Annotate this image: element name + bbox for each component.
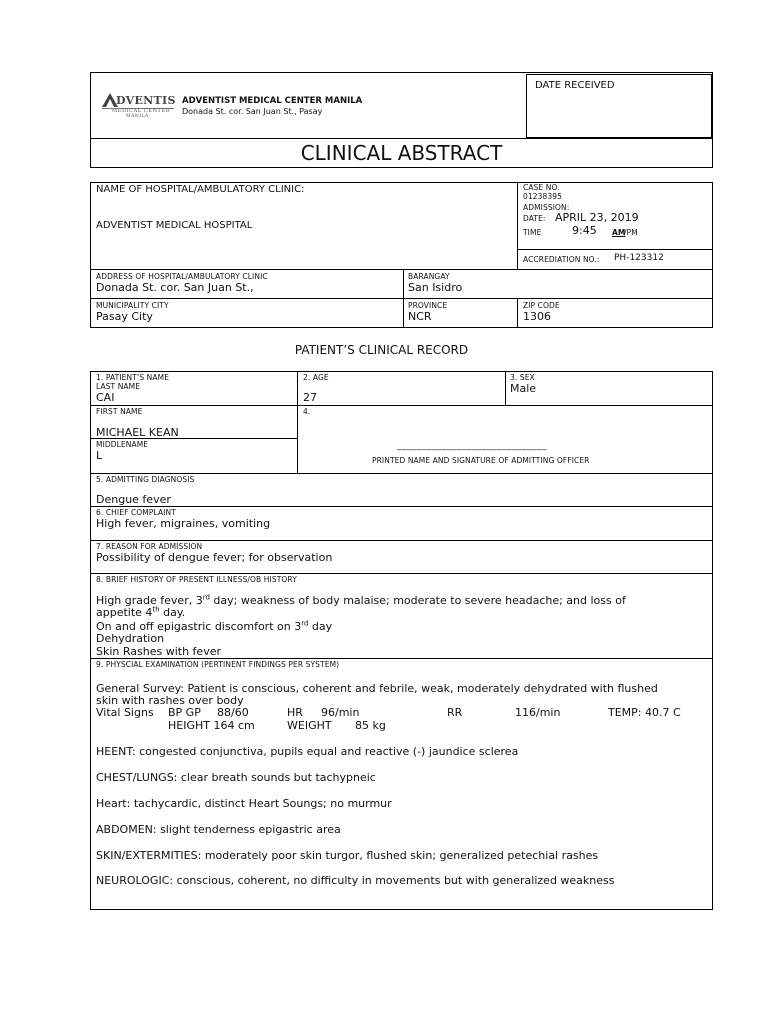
hospital-name-value: ADVENTIST MEDICAL HOSPITAL (96, 220, 253, 231)
time-value: 9:45 (572, 224, 597, 237)
history-top-line (90, 573, 713, 574)
last-name-label: LAST NAME (96, 382, 141, 391)
history-line-2-sup: th (152, 605, 160, 614)
org-name: ADVENTIST MEDICAL CENTER MANILA (182, 96, 363, 106)
age-value: 27 (303, 391, 317, 404)
middle-name-value: L (96, 449, 103, 462)
item-4-label: 4. (303, 407, 311, 416)
reason-label: 7. REASON FOR ADMISSION (96, 542, 203, 551)
pe-label: 9. PHYSCIAL EXAMINATION (PERTINENT FINDINGS PER SYSTEM) (96, 660, 340, 669)
signature-line: ______________________________ (397, 441, 547, 451)
heent-finding: HEENT: congested conjunctiva, pupils equal and reactive (-) jaundice sclerea (96, 745, 519, 758)
skin-finding: SKIN/EXTERMITIES: moderately poor skin turgor, flushed skin; generalized petechial rashes (96, 849, 599, 862)
rr-label: RR (447, 706, 463, 719)
date-value: APRIL 23, 2019 (555, 211, 639, 224)
middle-name-label: MIDDLENAME (96, 440, 149, 449)
signature-label: PRINTED NAME AND SIGNATURE OF ADMITTING OFFICER (372, 456, 590, 465)
province-label: PROVINCE (408, 301, 448, 310)
accreditation-value: PH-123312 (614, 253, 664, 263)
pe-top-line (90, 658, 713, 659)
province-value: NCR (408, 310, 432, 323)
chest-finding: CHEST/LUNGS: clear breath sounds but tachypneic (96, 771, 376, 784)
hr-label: HR (287, 706, 303, 719)
complaint-top-line (90, 506, 713, 507)
chief-complaint-label: 6. CHIEF COMPLAINT (96, 508, 176, 517)
history-line-2 (96, 606, 185, 619)
date-label: DATE: (523, 214, 546, 223)
reason-value: Possibility of dengue fever; for observation (96, 551, 333, 564)
abdomen-finding: ABDOMEN: slight tenderness epigastric area (96, 823, 341, 836)
history-line-3-b: day (308, 620, 333, 633)
zip-vline (517, 298, 518, 328)
case-no-label: CASE NO. (523, 183, 560, 192)
am-label: AM (612, 228, 626, 237)
history-line-5: Skin Rashes with fever (96, 645, 221, 658)
barangay-value: San Isidro (408, 281, 463, 294)
adventis-logo (102, 93, 174, 119)
logo-sub: MEDICAL CENTER (112, 108, 171, 114)
municipality-value: Pasay City (96, 310, 153, 323)
time-label: TIME (523, 228, 542, 237)
address-value: Donada St. cor. San Juan St., (96, 281, 254, 294)
history-line-4: Dehydration (96, 632, 165, 645)
header-divider (90, 138, 713, 139)
history-line-2-b: day. (159, 606, 186, 619)
diagnosis-top-line (90, 473, 713, 474)
history-line-3-a: On and off epigastric discomfort on 3 (96, 620, 302, 633)
admission-label: ADMISSION: (523, 203, 570, 212)
history-line-2-a: appetite 4 (96, 606, 153, 619)
reason-top-line (90, 540, 713, 541)
neuro-finding: NEUROLOGIC: conscious, coherent, no difficulty in movements but with generalized weakness (96, 874, 615, 887)
address-label: ADDRESS OF HOSPITAL/AMBULATORY CLINIC (96, 272, 268, 281)
sex-vline (505, 371, 506, 405)
section-title: PATIENT’S CLINICAL RECORD (294, 343, 469, 357)
hr-value: 96/min (321, 706, 360, 719)
page-title: CLINICAL ABSTRACT (300, 141, 503, 165)
pm-label: /PM (624, 228, 638, 237)
zip-value: 1306 (523, 310, 551, 323)
hospital-name-label: NAME OF HOSPITAL/AMBULATORY CLINIC: (96, 184, 305, 195)
case-no-value: 01238395 (523, 192, 562, 201)
municipality-label: MUNICIPALITY CITY (96, 301, 169, 310)
height-value: HEIGHT 164 cm (168, 719, 255, 732)
address-top-line (90, 269, 713, 270)
municipality-top-line (90, 298, 713, 299)
logo-city: MANILA (126, 114, 149, 119)
bp-value: 88/60 (217, 706, 249, 719)
barangay-label: BARANGAY (408, 272, 450, 281)
admitting-diagnosis-value: Dengue fever (96, 493, 171, 506)
logo-main: DVENTIS (116, 94, 176, 107)
first-name-top-line (90, 405, 713, 406)
patient-name-label: 1. PATIENT’S NAME (96, 373, 170, 382)
temp-value: TEMP: 40.7 C (608, 706, 681, 719)
admitting-diagnosis-label: 5. ADMITTING DIAGNOSIS (96, 475, 195, 484)
hospital-vline-1 (517, 182, 518, 270)
weight-label: WEIGHT (287, 719, 332, 732)
history-label: 8. BRIEF HISTORY OF PRESENT ILLNESS/OB HISTORY (96, 575, 297, 584)
history-line-1-sup: rd (202, 593, 210, 602)
age-label: 2. AGE (303, 373, 329, 382)
weight-value: 85 kg (355, 719, 386, 732)
history-line-1-a: High grade fever, 3 (96, 594, 203, 607)
sex-label: 3. SEX (510, 373, 535, 382)
history-line-1-b: day; weakness of body malaise; moderate to severe headache; and loss of (209, 594, 626, 607)
org-address: Donada St. cor. San Juan St., Pasay (182, 107, 323, 116)
date-received-label: DATE RECEIVED (535, 80, 615, 91)
accreditation-label: ACCREDIATION NO.: (523, 255, 600, 264)
last-name-value: CAI (96, 391, 115, 404)
vital-signs-label: Vital Signs (96, 706, 154, 719)
rr-value: 116/min (515, 706, 561, 719)
heart-finding: Heart: tachycardic, distinct Heart Soungs; no murmur (96, 797, 392, 810)
chief-complaint-value: High fever, migraines, vomiting (96, 517, 271, 530)
general-survey-line-1: General Survey: Patient is conscious, coherent and febrile, weak, moderately dehydrated with flushed (96, 682, 658, 695)
general-survey-line-2: skin with rashes over body (96, 694, 244, 707)
bp-label: BP GP (168, 706, 201, 719)
first-name-value: MICHAEL KEAN (96, 426, 179, 439)
accreditation-top-line (517, 249, 713, 250)
first-name-label: FIRST NAME (96, 407, 143, 416)
history-line-3-sup: rd (301, 619, 309, 628)
sex-value: Male (510, 382, 537, 395)
age-vline (297, 371, 298, 473)
barangay-vline (403, 269, 404, 328)
zip-label: ZIP CODE (523, 301, 560, 310)
